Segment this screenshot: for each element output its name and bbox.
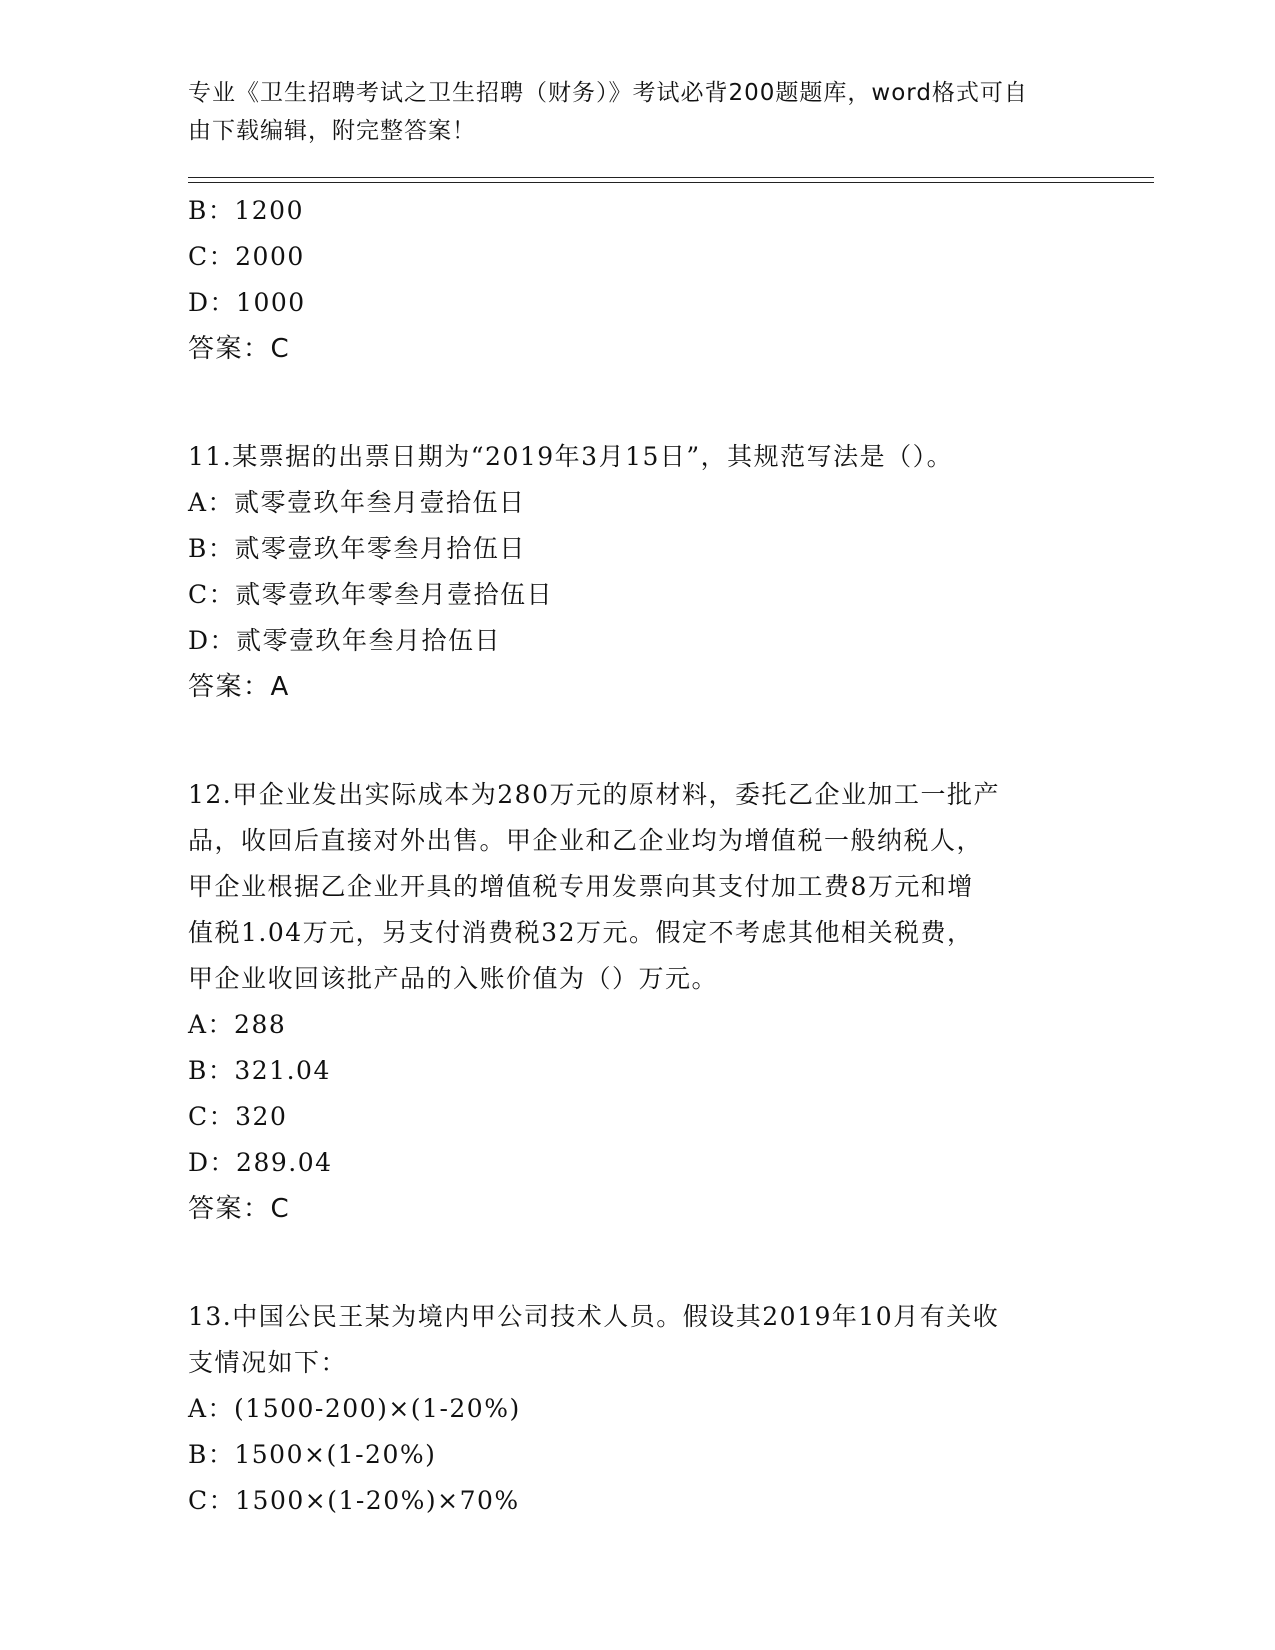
option-c: C：320 — [188, 1102, 288, 1131]
question-12 — [188, 772, 1088, 1232]
question-text-line: 13.中国公民王某为境内甲公司技术人员。假设其2019年10月有关收 — [188, 1302, 1000, 1331]
option-d: D：289.04 — [188, 1148, 333, 1177]
question-text-line: 甲企业收回该批产品的入账价值为（）万元。 — [188, 964, 719, 993]
option-b: B：1500×(1-20%) — [188, 1440, 437, 1469]
question-list — [188, 188, 1088, 1524]
option-a: A：288 — [188, 1010, 287, 1039]
question-text-line: 值税1.04万元，另支付消费税32万元。假定不考虑其他相关税费， — [188, 918, 974, 947]
option-b: B：1200 — [188, 196, 304, 225]
header-rule-bottom — [188, 182, 1154, 183]
header-line-2: 由下载编辑，附完整答案！ — [188, 118, 476, 144]
header-rule-top — [188, 177, 1154, 178]
question-11 — [188, 434, 1088, 710]
option-a: A：贰零壹玖年叁月壹拾伍日 — [188, 488, 526, 517]
question-10 — [188, 188, 1088, 372]
option-a: A：(1500-200)×(1-20%) — [188, 1394, 521, 1423]
option-c: C：贰零壹玖年零叁月壹拾伍日 — [188, 580, 554, 609]
question-13 — [188, 1294, 1088, 1524]
option-b: B：贰零壹玖年零叁月拾伍日 — [188, 534, 526, 563]
answer: 答案：C — [188, 1194, 291, 1224]
question-text-line: 甲企业根据乙企业开具的增值税专用发票向其支付加工费8万元和增 — [188, 872, 974, 901]
question-text-line: 12.甲企业发出实际成本为280万元的原材料，委托乙企业加工一批产 — [188, 780, 1000, 809]
option-b: B：321.04 — [188, 1056, 331, 1085]
document-header — [188, 74, 1068, 150]
question-text-line: 支情况如下： — [188, 1348, 348, 1377]
question-text: 11.某票据的出票日期为“2019年3月15日”，其规范写法是（）。 — [188, 442, 954, 471]
option-d: D：1000 — [188, 288, 306, 317]
option-d: D：贰零壹玖年叁月拾伍日 — [188, 626, 502, 655]
question-text-line: 品，收回后直接对外出售。甲企业和乙企业均为增值税一般纳税人， — [188, 826, 984, 855]
answer: 答案：C — [188, 334, 291, 364]
option-c: C：2000 — [188, 242, 305, 271]
option-c: C：1500×(1-20%)×70% — [188, 1486, 520, 1515]
header-line-1: 专业《卫生招聘考试之卫生招聘（财务）》考试必背200题题库，word格式可自 — [188, 80, 1028, 106]
answer: 答案：A — [188, 672, 290, 702]
